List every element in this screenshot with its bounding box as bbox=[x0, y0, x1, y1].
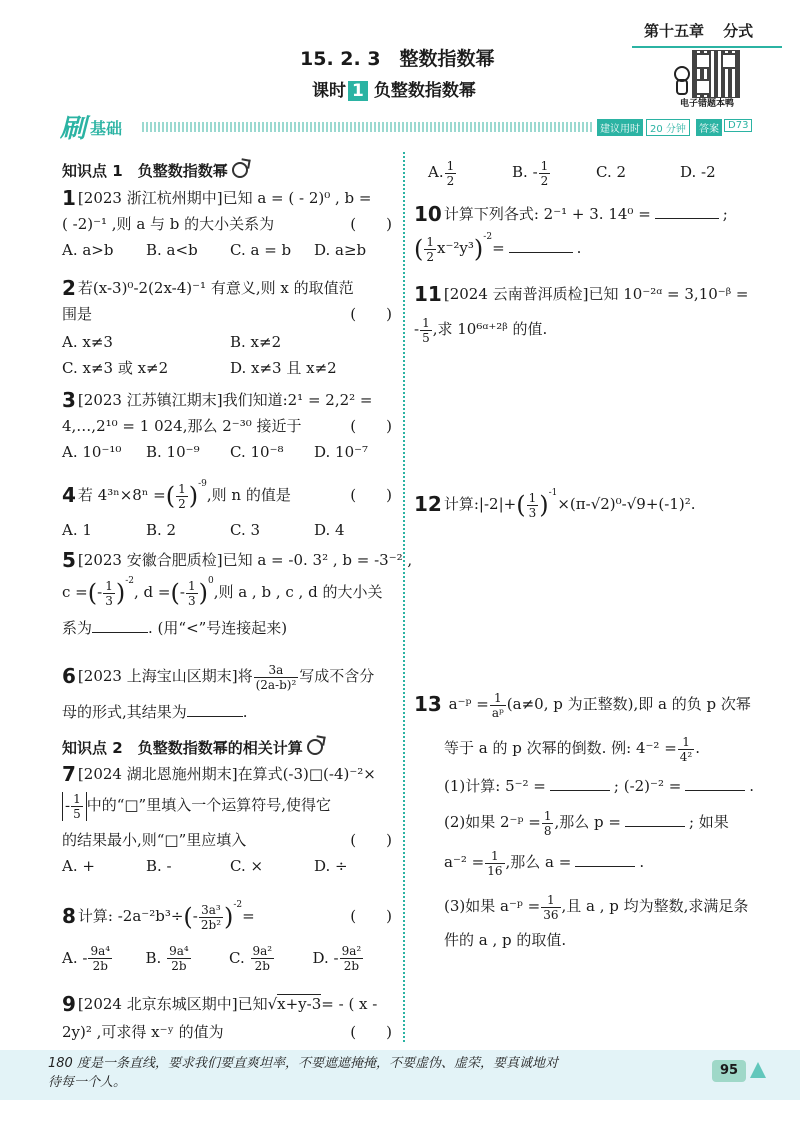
sqrt-radicand: x+y-3 bbox=[277, 995, 322, 1013]
option-a[interactable]: A. - $\frac{\text{9a⁴}}{2b}$ bbox=[62, 944, 111, 973]
answer-blank[interactable] bbox=[187, 716, 243, 717]
option-a[interactable]: A. 1 bbox=[62, 521, 92, 539]
question-9: 9 [2024 北京东城区期中]已知√x+y-3= - ( x - 2y)² ,可求得 x⁻ʸ 的值为 ( ) bbox=[62, 992, 392, 1041]
question-number: 4 bbox=[62, 483, 76, 507]
q11-line2: ,求 10⁶ᵅ⁺²ᵝ 的值. bbox=[432, 320, 548, 338]
knowledge-point-1 bbox=[62, 160, 248, 181]
question-9-options bbox=[428, 154, 758, 190]
qr-caption: 电子错题本鸭 bbox=[680, 99, 735, 109]
banner-title-a: 刷 bbox=[60, 114, 87, 144]
q3-line2: 4,…,2¹⁰ = 1 024,那么 2⁻³⁰ 接近于 bbox=[62, 417, 302, 435]
q5-d: , d = bbox=[134, 583, 171, 601]
q6-line1: [2023 上海宝山区期末]将 bbox=[77, 667, 253, 685]
kp2-label: 知识点 2 bbox=[62, 739, 123, 757]
target-icon bbox=[232, 162, 248, 178]
q4-text: ,则 n 的值是 bbox=[206, 486, 291, 504]
question-1 bbox=[62, 188, 392, 260]
q13-line1: (a≠0, p 为正整数),即 a 的负 p 次幂 bbox=[506, 695, 751, 713]
q4-expression: 若 4³ⁿ×8ⁿ = bbox=[77, 486, 166, 504]
banner bbox=[60, 108, 760, 142]
question-number: 1 bbox=[62, 186, 76, 210]
q6-line1-end: 写成不含分 bbox=[299, 667, 375, 685]
option-b[interactable]: B. a<b bbox=[146, 241, 198, 259]
lesson-name: 负整数指数幂 bbox=[373, 81, 476, 101]
compass-icon bbox=[750, 1062, 766, 1078]
question-number: 5 bbox=[62, 548, 76, 572]
footer bbox=[0, 1050, 800, 1100]
option-c[interactable]: C. 10⁻⁸ bbox=[230, 443, 284, 461]
lesson-prefix: 课时 bbox=[312, 81, 346, 101]
page-number: 95 bbox=[712, 1060, 746, 1082]
q13-part2b: a⁻² = $\frac{1}{16}$ ,那么 a = . bbox=[444, 848, 645, 878]
q5-line3: 系为 bbox=[62, 619, 93, 637]
q6-line2: 母的形式,其结果为 bbox=[62, 703, 187, 721]
q2-line1: 若(x-3)⁰-2(2x-4)⁻¹ 有意义,则 x 的取值范 bbox=[77, 279, 354, 297]
option-a[interactable]: A. 10⁻¹⁰ bbox=[62, 443, 122, 461]
fraction: $\frac{3a}{\text{(2a-b)²}}$ bbox=[255, 662, 297, 692]
option-a[interactable]: A. a>b bbox=[62, 241, 114, 259]
question-number: 10 bbox=[414, 202, 442, 226]
question-3 bbox=[62, 390, 392, 462]
q12-expression-end: ×(π-√2)⁰-√9+(-1)². bbox=[557, 495, 696, 513]
answer-blank[interactable] bbox=[92, 632, 148, 633]
answer-blank[interactable] bbox=[655, 218, 719, 219]
answer-blank[interactable] bbox=[625, 826, 685, 827]
q1-line2: ( -2)⁻¹ ,则 a 与 b 的大小关系为 bbox=[62, 215, 275, 233]
option-a[interactable]: A. + bbox=[62, 857, 95, 875]
option-c[interactable]: C. a = b bbox=[230, 241, 292, 259]
question-13: 13 a⁻ᵖ = $\frac{1}{\text{aᵖ}}$ (a≠0, p 为正整数),即 a 的负 p 次幂 等于 a 的 p 次幂的倒数. 例: 4⁻² = $\frac{1}{\text{4²}}$ . (1)计算: 5⁻² = ; (-2)⁻² = . (2)如果 2⁻ᵖ = $\frac{1}{8}$ ,那么 p = ; 如果 a⁻² = $\frac{1}{16}$ ,那么 a = . (3)如果 a⁻ᵖ = $\frac{1}{36}$ ,且 a , p 均为整数,求满足条 件的 a , p 的取值. bbox=[414, 686, 760, 950]
fraction: $\frac{1}{5}$ bbox=[73, 791, 81, 821]
answer-blank[interactable] bbox=[685, 790, 745, 791]
option-d[interactable]: D. a≥b bbox=[314, 241, 367, 259]
lesson-title bbox=[312, 76, 476, 101]
option-c[interactable]: C. x≠3 或 x≠2 bbox=[62, 359, 169, 377]
question-7: 7 [2024 湖北恩施州期末]在算式(-3)□(-4)⁻²× - $\frac{1}{5}$ 中的“□”里填入一个运算符号,使得它 的结果最小,则“□”里应填入 ( ) A. + B. - C. × D. ÷ bbox=[62, 762, 392, 875]
chapter-subject: 分式 bbox=[723, 22, 754, 40]
option-b[interactable]: B. $\frac{\text{9a⁴}}{2b}$ bbox=[145, 944, 189, 973]
q10-line2-end: . bbox=[576, 239, 582, 257]
chapter-label: 第十五章 bbox=[644, 22, 705, 40]
exponent: -1 bbox=[548, 488, 558, 498]
q7-line3: 的结果最小,则“□”里应填入 bbox=[62, 831, 247, 849]
question-number: 2 bbox=[62, 276, 76, 300]
q5-line1: [2023 安徽合肥质检]已知 a = -0. 3² , b = -3⁻² , bbox=[77, 551, 413, 569]
question-8: 8 计算: -2a⁻²b³÷(- $\frac{\text{3a³}}{\text{2b²}}$ )$^{-2}$= ( ) A. - $\frac{\text{9a⁴}}{2b}$ B. $\frac{\text{9a⁴}}{2b}$ C. $\frac{\text{9a²}}{2b}$ D. - $\frac{\text{9a²}}{2b}$ bbox=[62, 900, 392, 973]
question-number: 13 bbox=[414, 692, 442, 716]
q5-line3-end: . (用“<”号连接起来) bbox=[148, 619, 288, 637]
q13-part1: (1)计算: 5⁻² = ; (-2)⁻² = . bbox=[444, 777, 755, 795]
answer-paren[interactable]: ( ) bbox=[350, 1023, 392, 1041]
q7-line1: [2024 湖北恩施州期末]在算式(-3)□(-4)⁻²× bbox=[77, 765, 376, 783]
option-b[interactable]: B. - $\frac{1}{2}$ bbox=[512, 158, 549, 188]
exponent: -2 bbox=[125, 576, 134, 586]
question-10: 10 计算下列各式: 2⁻¹ + 3. 14⁰ = ; ( $\frac{1}{2}$ x⁻²y³)$^{-2}$= . bbox=[414, 202, 728, 264]
target-icon bbox=[307, 739, 323, 755]
answer-label: 答案 bbox=[696, 119, 722, 136]
q13-part3-line2: 件的 a , p 的取值. bbox=[444, 931, 567, 949]
q10-equals: = bbox=[492, 239, 505, 257]
q9-line2: 2y)² ,可求得 x⁻ʸ 的值为 bbox=[62, 1023, 224, 1041]
q10-line1-end: ; bbox=[722, 205, 728, 223]
answer-value: D73 bbox=[724, 119, 752, 132]
option-a[interactable]: A. x≠3 bbox=[62, 333, 113, 351]
q6-line2-end: . bbox=[242, 703, 248, 721]
q13-line2-end: . bbox=[695, 739, 701, 757]
question-2 bbox=[62, 278, 392, 378]
question-number: 8 bbox=[62, 904, 76, 928]
exponent: -2 bbox=[483, 232, 493, 242]
quote-line2: 待每一个人。 bbox=[48, 1075, 127, 1090]
fraction: $\frac{1}{2}$ bbox=[178, 481, 186, 511]
option-b[interactable]: B. 2 bbox=[146, 521, 177, 539]
option-b[interactable]: B. 10⁻⁹ bbox=[146, 443, 200, 461]
work-area-12[interactable] bbox=[414, 530, 760, 680]
time-label: 建议用时 bbox=[597, 119, 643, 136]
exponent: -2 bbox=[233, 900, 243, 910]
question-number: 12 bbox=[414, 492, 442, 516]
question-5: 5 [2023 安徽合肥质检]已知 a = -0. 3² , b = -3⁻² , c =(- $\frac{1}{3}$ )$^{-2}$, d =(- $\frac{1}{3}$ )$^0$,则 a , b , c , d 的大小关 系为 . (用“<”号连接起来) bbox=[62, 548, 413, 637]
q10-line1: 计算下列各式: 2⁻¹ + 3. 14⁰ = bbox=[443, 205, 651, 223]
time-value: 20 分钟 bbox=[646, 119, 690, 136]
q7-line2: 中的“□”里填入一个运算符号,使得它 bbox=[86, 796, 331, 814]
knowledge-point-2 bbox=[62, 737, 323, 758]
option-c[interactable]: C. 3 bbox=[230, 521, 261, 539]
option-d[interactable]: D. 10⁻⁷ bbox=[314, 443, 369, 461]
option-c[interactable]: C. × bbox=[230, 857, 264, 875]
answer-blank[interactable] bbox=[575, 866, 635, 867]
exponent: -9 bbox=[198, 479, 207, 489]
option-d[interactable]: D. -2 bbox=[680, 163, 716, 181]
kp1-label: 知识点 1 bbox=[62, 162, 123, 180]
question-11: 11 [2024 云南普洱质检]已知 10⁻²ᵅ = 3,10⁻ᵝ = - $\frac{1}{5}$ ,求 10⁶ᵅ⁺²ᵝ 的值. bbox=[414, 282, 749, 345]
option-c[interactable]: C. $\frac{\text{9a²}}{2b}$ bbox=[229, 944, 273, 973]
answer-paren[interactable]: ( ) bbox=[350, 907, 392, 925]
q12-expression: 计算:|-2|+ bbox=[443, 495, 517, 513]
q10-expression: x⁻²y³ bbox=[437, 239, 474, 257]
question-number: 6 bbox=[62, 664, 76, 688]
question-6 bbox=[62, 658, 392, 722]
option-d[interactable]: D. 4 bbox=[314, 521, 345, 539]
option-b[interactable]: B. - bbox=[146, 857, 172, 875]
chapter-tab bbox=[632, 20, 782, 48]
lesson-number-badge: 1 bbox=[348, 81, 368, 101]
question-number: 11 bbox=[414, 282, 442, 306]
quote-line1: 180 度是一条直线，要求我们要直爽坦率，不要遮遮掩掩，不要虚伪、虚荣，要真诚地对 bbox=[48, 1056, 558, 1071]
q11-line1: [2024 云南普洱质检]已知 10⁻²ᵅ = 3,10⁻ᵝ = bbox=[443, 285, 749, 303]
answer-blank[interactable] bbox=[550, 790, 610, 791]
question-number: 3 bbox=[62, 388, 76, 412]
q5-line2: ,则 a , b , c , d 的大小关 bbox=[213, 583, 383, 601]
option-c[interactable]: C. 2 bbox=[596, 163, 627, 181]
question-12: 12 计算:|-2|+( $\frac{1}{3}$ )$^{-1}$×(π-√2)⁰-√9+(-1)². bbox=[414, 488, 696, 520]
kp2-title: 负整数指数幂的相关计算 bbox=[137, 739, 303, 757]
q13-line2: 等于 a 的 p 次幂的倒数. 例: 4⁻² = bbox=[444, 739, 677, 757]
q13-part2: (2)如果 2⁻ᵖ = $\frac{1}{8}$ ,那么 p = ; 如果 bbox=[444, 808, 729, 838]
q9-line1-end: = - ( x - bbox=[321, 995, 378, 1013]
q1-line1: [2023 浙江杭州期中]已知 a = ( - 2)⁰ , b = bbox=[77, 189, 372, 207]
fraction: $\frac{1}{3}$ bbox=[105, 578, 113, 608]
answer-blank[interactable] bbox=[509, 252, 573, 253]
q3-line1: [2023 江苏镇江期末]我们知道:2¹ = 2,2² = bbox=[77, 391, 373, 409]
option-b[interactable]: B. x≠2 bbox=[230, 333, 282, 351]
column-divider bbox=[403, 152, 405, 1042]
answer-paren[interactable]: ( ) bbox=[350, 417, 392, 435]
banner-title-b: 基础 bbox=[90, 119, 123, 138]
answer-paren[interactable]: ( ) bbox=[350, 215, 392, 233]
question-number: 7 bbox=[62, 762, 76, 786]
fraction: $\frac{1}{3}$ bbox=[187, 578, 196, 608]
footer-quote bbox=[48, 1054, 688, 1092]
qr-code-icon[interactable] bbox=[692, 50, 740, 98]
q9-line1: [2024 北京东城区期中]已知 bbox=[77, 995, 268, 1013]
question-number: 9 bbox=[62, 992, 76, 1016]
fraction: $\frac{1}{5}$ bbox=[422, 315, 430, 345]
question-4: 4 若 4³ⁿ×8ⁿ =( $\frac{1}{2}$ )$^{-9}$,则 n 的值是 ( ) A. 1 B. 2 C. 3 D. 4 bbox=[62, 479, 392, 539]
answer-paren[interactable]: ( ) bbox=[350, 831, 392, 849]
q13-part3: (3)如果 a⁻ᵖ = $\frac{1}{36}$ ,且 a , p 均为整数,求满足条 bbox=[444, 892, 749, 922]
option-d[interactable]: D. - $\frac{\text{9a²}}{2b}$ bbox=[312, 944, 362, 973]
option-d[interactable]: D. x≠3 且 x≠2 bbox=[230, 359, 337, 377]
section-title: 15. 2. 3 整数指数幂 bbox=[300, 48, 495, 70]
q5-c: c = bbox=[62, 583, 88, 601]
q13-definition: a⁻ᵖ = bbox=[448, 695, 489, 713]
kp1-title: 负整数指数幂 bbox=[137, 162, 228, 180]
q8-expression: 计算: -2a⁻²b³÷ bbox=[77, 907, 184, 925]
work-area-11[interactable] bbox=[414, 350, 760, 480]
banner-stripe bbox=[142, 122, 592, 132]
fraction: $\frac{1}{3}$ bbox=[528, 490, 537, 520]
q8-equals: = bbox=[242, 907, 255, 925]
exponent: 0 bbox=[207, 576, 214, 586]
q2-line2: 围是 bbox=[62, 305, 93, 323]
option-d[interactable]: D. ÷ bbox=[314, 857, 348, 875]
fraction: $\frac{1}{2}$ bbox=[426, 234, 435, 264]
answer-paren[interactable]: ( ) bbox=[350, 486, 392, 504]
option-a[interactable]: A. $\frac{1}{2}$ bbox=[428, 158, 455, 188]
mascot-icon bbox=[670, 66, 690, 94]
fraction: $\frac{\text{3a³}}{\text{2b²}}$ bbox=[200, 902, 222, 932]
answer-paren[interactable]: ( ) bbox=[350, 305, 392, 323]
